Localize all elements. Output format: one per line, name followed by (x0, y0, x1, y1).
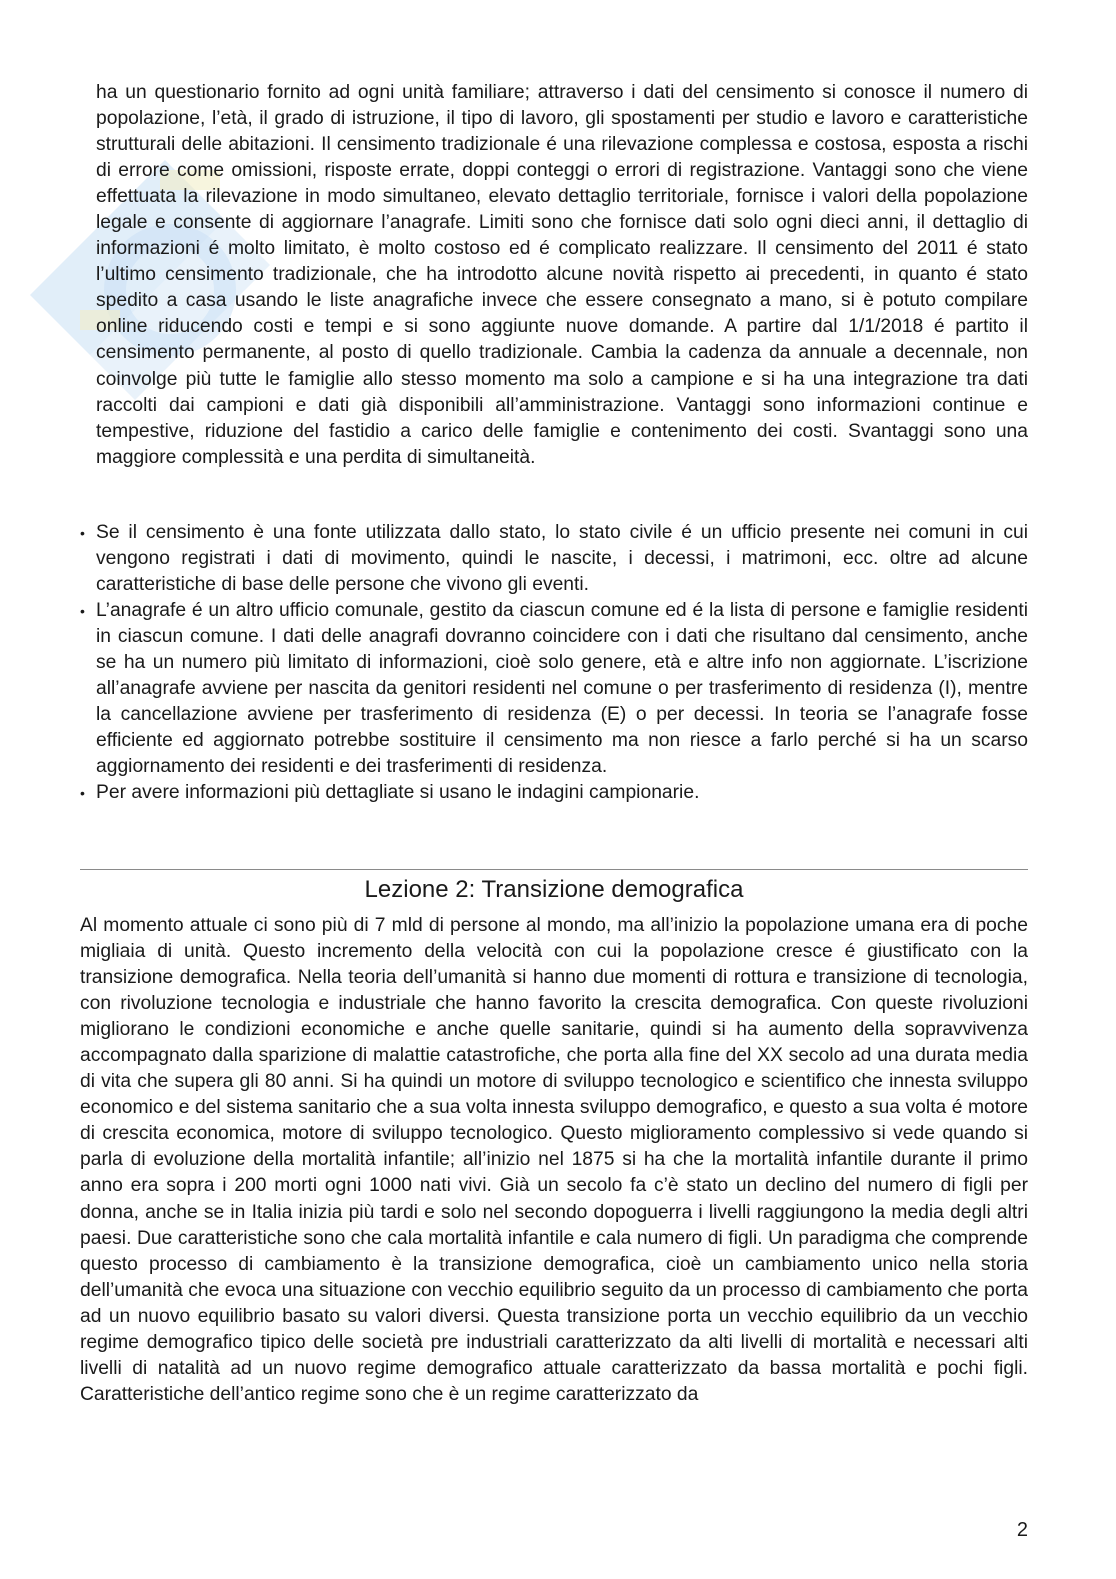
lesson-body (80, 913, 1028, 1408)
page-number: 2 (1016, 1519, 1028, 1541)
bullet-icon: • (80, 785, 85, 802)
bullet-icon: • (80, 603, 85, 620)
list-item (80, 520, 1028, 598)
continued-paragraph-block (96, 80, 1028, 471)
list-item (80, 780, 1028, 806)
list-item-text: Se il censimento è una fonte utilizzata dallo stato, lo stato civile é un ufficio presente nei comuni in cui vengono registrati i dati di movimento, quindi le nascite, i decessi, i matrimoni, ecc. oltre ad alcune caratteristiche di base delle persone che vivono gli eventi. (96, 522, 1028, 596)
list-item-text: L’anagrafe é un altro ufficio comunale, gestito da ciascun comune ed é la lista di persone e famiglie residenti in ciascun comune. I dati delle anagrafi dovranno coincidere con i dati che risultano dal censimento, anche se ha un numero più limitato di informazioni, cioè solo genere, età e altre info non aggiornate. L’iscrizione all’anagrafe avviene per nascita da genitori residenti nel comune o per trasferimento di residenza (I), mentre la cancellazione avviene per trasferimento di residenza (E) o per decessi. In teoria se l’anagrafe fosse efficiente ed aggiornato potrebbe sostituire il censimento ma non riesce a farlo perché si ha un scarso aggiornamento dei residenti e dei trasferimenti di residenza. (96, 600, 1028, 778)
intro-paragraph: ha un questionario fornito ad ogni unità familiare; attraverso i dati del censimento si conosce il numero di popolazione, l’età, il grado di istruzione, il tipo di lavoro, gli spostamenti per studio e lavoro e caratteristiche strutturali delle abitazioni. Il censimento tradizionale é una rilevazione complessa e costosa, esposta a rischi di errore come omissioni, risposte errate, doppi conteggi o errori di registrazione. Vantaggi sono che viene effettuata la rilevazione in modo simultaneo, elevato dettaglio territoriale, fornisce i valori della popolazione legale e consente di aggiornare l’anagrafe. Limiti sono che fornisce dati solo ogni dieci anni, il dettaglio di informazioni é molto limitato, è molto costoso ed é complicato realizzare. Il censimento del 2011 é stato l’ultimo censimento tradizionale, che ha introdotto alcune novità rispetto ai precedenti, in quanto é stato spedito a casa usando le liste anagrafiche invece che essere consegnato a mano, si è potuto compilare online riducendo costi e tempi e si sono aggiunte nuove domande. A partire dal 1/1/2018 é partito il censimento permanente, al posto di quello tradizionale. Cambia la cadenza da annuale a decennale, non coinvolge più tutte le famiglie allo stesso momento ma solo a campione e si ha una integrazione tra dati raccolti dai campioni e dati già disponibili all’amministrazione. Vantaggi sono informazioni continue e tempestive, riduzione del fastidio a carico delle famiglie e contenimento dei costi. Svantaggi sono una maggiore complessità e una perdita di simultaneità. (96, 82, 1028, 468)
list-item-text: Per avere informazioni più dettagliate si usano le indagini campionarie. (96, 782, 700, 804)
lesson-paragraph: Al momento attuale ci sono più di 7 mld di persone al mondo, ma all’inizio la popolazione umana era di poche migliaia di unità. Questo incremento della velocità con cui la popolazione cresce é giustificato con la transizione demografica. Nella teoria dell’umanità si hanno due momenti di rottura e transizione di tecnologia, con rivoluzione tecnologia e industriale che hanno favorito la crescita demografica. Con queste rivoluzioni migliorano le condizioni economiche e anche quelle sanitarie, quindi si ha aumento della sopravvivenza accompagnato dalla sparizione di malattie catastrofiche, che porta alla fine del XX secolo ad una durata media di vita che supera gli 80 anni. Si ha quindi un motore di sviluppo tecnologico e scientifico che innesta sviluppo economico e del sistema sanitario che a sua volta innesta sviluppo demografico, e questo a sua volta é motore di crescita economica, motore di sviluppo tecnologico. Questo miglioramento complessivo si vede quando si parla di evoluzione della mortalità infantile; all’inizio nel 1875 si ha che la mortalità infantile durante il primo anno era sopra i 200 morti ogni 1000 nati vivi. Già un secolo fa c’è stato un declino del numero di figli per donna, anche se in Italia inizia più tardi e solo nel secondo dopoguerra i livelli raggiungono la media degli altri paesi. Due caratteristiche sono che cala mortalità infantile e cala numero di figli. Un paradigma che comprende questo processo di cambiamento è la transizione demografica, cioè un cambiamento unico nella storia dell’umanità che evoca una situazione con vecchio equilibrio seguito da un processo di cambiamento che porta ad un nuovo equilibrio basato su valori diversi. Questa transizione porta un vecchio equilibrio da un vecchio regime demografico tipico delle società pre industriali caratterizzato da alti livelli di mortalità e necessari alti livelli di natalità ad un nuovo regime demografico attuale caratterizzato da bassa mortalità e pochi figli. Caratteristiche dell’antico regime sono che è un regime caratterizzato da (80, 915, 1028, 1405)
section-title: Lezione 2: Transizione demografica (364, 876, 744, 903)
bullet-icon: • (80, 525, 85, 541)
list-item (80, 598, 1028, 780)
section-divider (80, 869, 1028, 870)
bullet-list (80, 520, 1028, 807)
